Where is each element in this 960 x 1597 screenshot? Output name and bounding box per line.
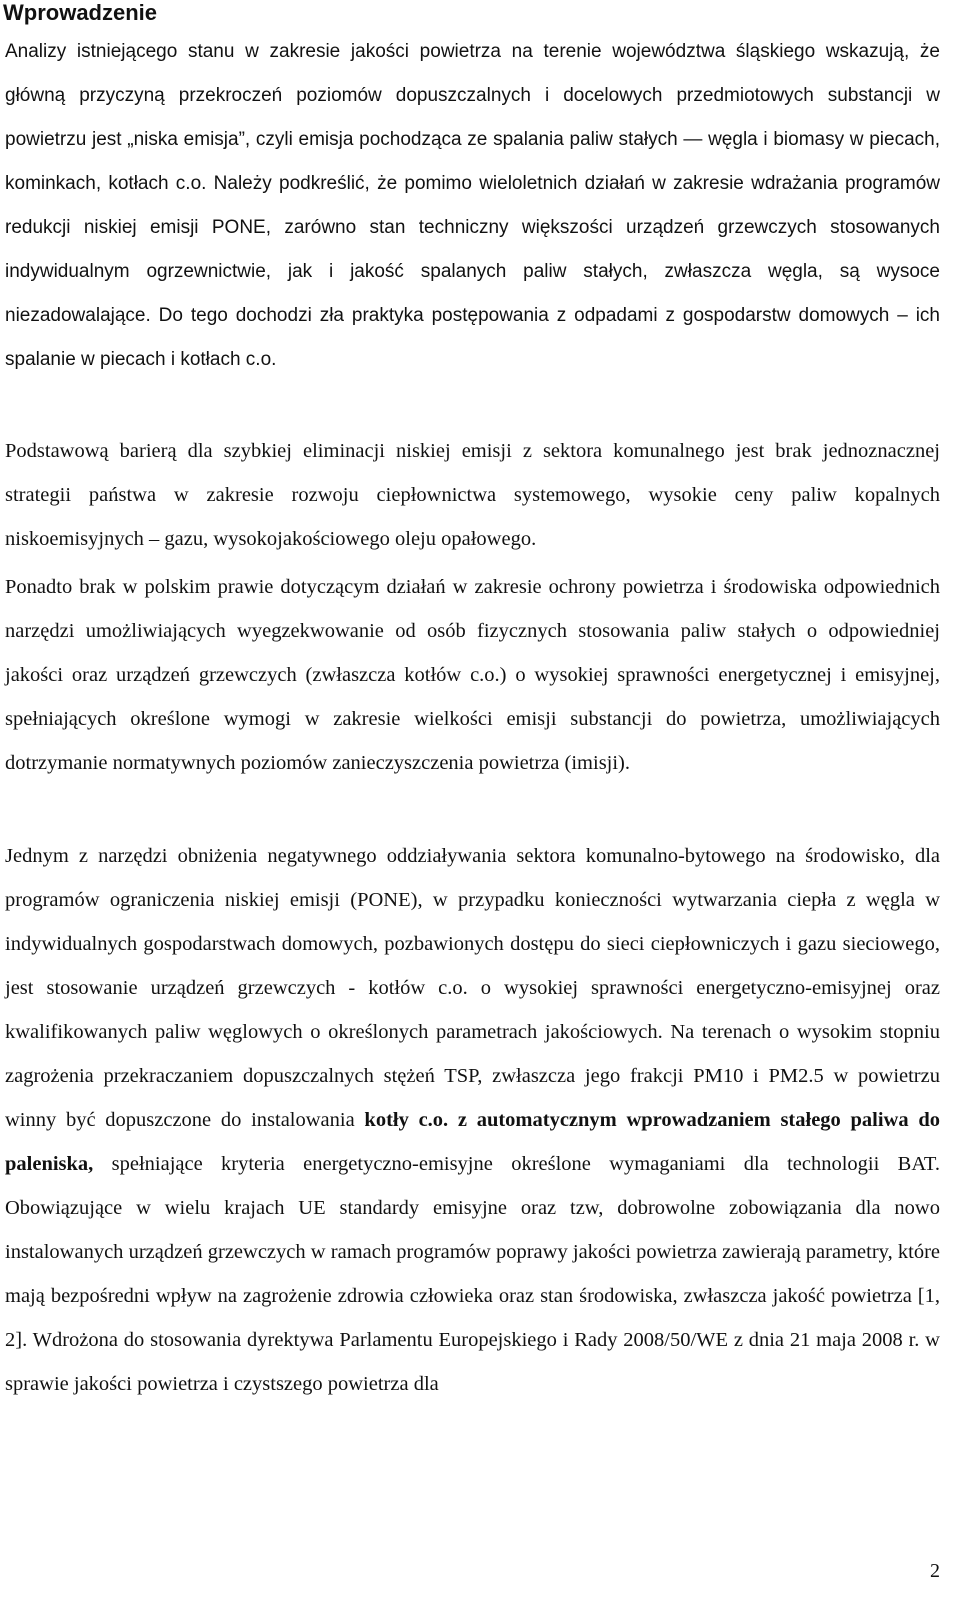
page-number: 2 xyxy=(930,1560,940,1582)
section-heading: Wprowadzenie xyxy=(3,0,158,25)
paragraph-tools-bold: kotły c.o. z automatycznym wprowadzaniem stałego paliwa do paleniska, xyxy=(5,1109,940,1175)
paragraph-legal-gaps: Ponadto brak w polskim prawie dotyczącym działań w zakresie ochrony powietrza i środowiska odpowiednich narzędzi umożliwiających wyegzekwowanie od osób fizycznych stosowania paliw stałych o odpowiedniej jakości oraz urządzeń grzewczych (zwłaszcza kotłów c.o.) o wysokiej sprawności energetycznej i emisyjnej, spełniających określone wymogi w zakresie wielkości emisji substancji do powietrza, umożliwiających dotrzymanie normatywnych poziomów zanieczyszczenia powietrza (imisji). xyxy=(5,576,940,774)
paragraph-intro: Analizy istniejącego stanu w zakresie jakości powietrza na terenie województwa śląskiego wskazują, że główną przyczyną przekroczeń poziomów dopuszczalnych i docelowych przedmiotowych substancji w powietrzu jest „niska emisja”, czyli emisja pochodząca ze spalania paliw stałych — węgla i biomasy w piecach, kominkach, kotłach c.o. Należy podkreślić, że pomimo wieloletnich działań w zakresie wdrażania programów redukcji niskiej emisji PONE, zarówno stan techniczny większości urządzeń grzewczych stosowanych indywidualnym ogrzewnictwie, jak i jakość spalanych paliw stałych, zwłaszcza węgla, są wysoce niezadowalające. Do tego dochodzi zła praktyka postępowania z odpadami z gospodarstw domowych – ich spalanie w piecach i kotłach c.o. xyxy=(5,41,940,370)
paragraph-barriers: Podstawową barierą dla szybkiej eliminacji niskiej emisji z sektora komunalnego jest brak jednoznacznej strategii państwa w zakresie rozwoju ciepłownictwa systemowego, wysokie ceny paliw kopalnych niskoemisyjnych – gazu, wysokojakościowego oleju opałowego. xyxy=(5,440,940,550)
paragraph-tools-part-1: Jednym z narzędzi obniżenia negatywnego oddziaływania sektora komunalno-bytowego na środowisko, dla programów ograniczenia niskiej emisji (PONE), w przypadku konieczności wytwarzania ciepła z węgla w indywidualnych gospodarstwach domowych, pozbawionych dostępu do sieci ciepłowniczych i gazu sieciowego, jest stosowanie urządzeń grzewczych - kotłów c.o. o wysokiej sprawności energetyczno-emisyjnej oraz kwalifikowanych paliw węglowych o określonych parametrach jakościowych. Na terenach o wysokim stopniu zagrożenia przekraczaniem dopuszczalnych stężeń TSP, zwłaszcza jego frakcji PM10 i PM2.5 w powietrzu winny być dopuszczone do instalowania xyxy=(5,845,940,1131)
paragraph-tools xyxy=(5,834,940,1406)
paragraph-tools-part-2: spełniające kryteria energetyczno-emisyjne określone wymaganiami dla technologii BAT. Obowiązujące w wielu krajach UE standardy emisyjne oraz tzw, dobrowolne zobowiązania dla nowo instalowanych urządzeń grzewczych w ramach programów poprawy jakości powietrza zawierają parametry, które mają bezpośredni wpływ na zagrożenie zdrowia człowieka oraz stan środowiska, zwłaszcza jakość powietrza [1, 2]. Wdrożona do stosowania dyrektywa Parlamentu Europejskiego i Rady 2008/50/WE z dnia 21 maja 2008 r. w sprawie jakości powietrza i czystszego powietrza dla xyxy=(5,1153,940,1395)
